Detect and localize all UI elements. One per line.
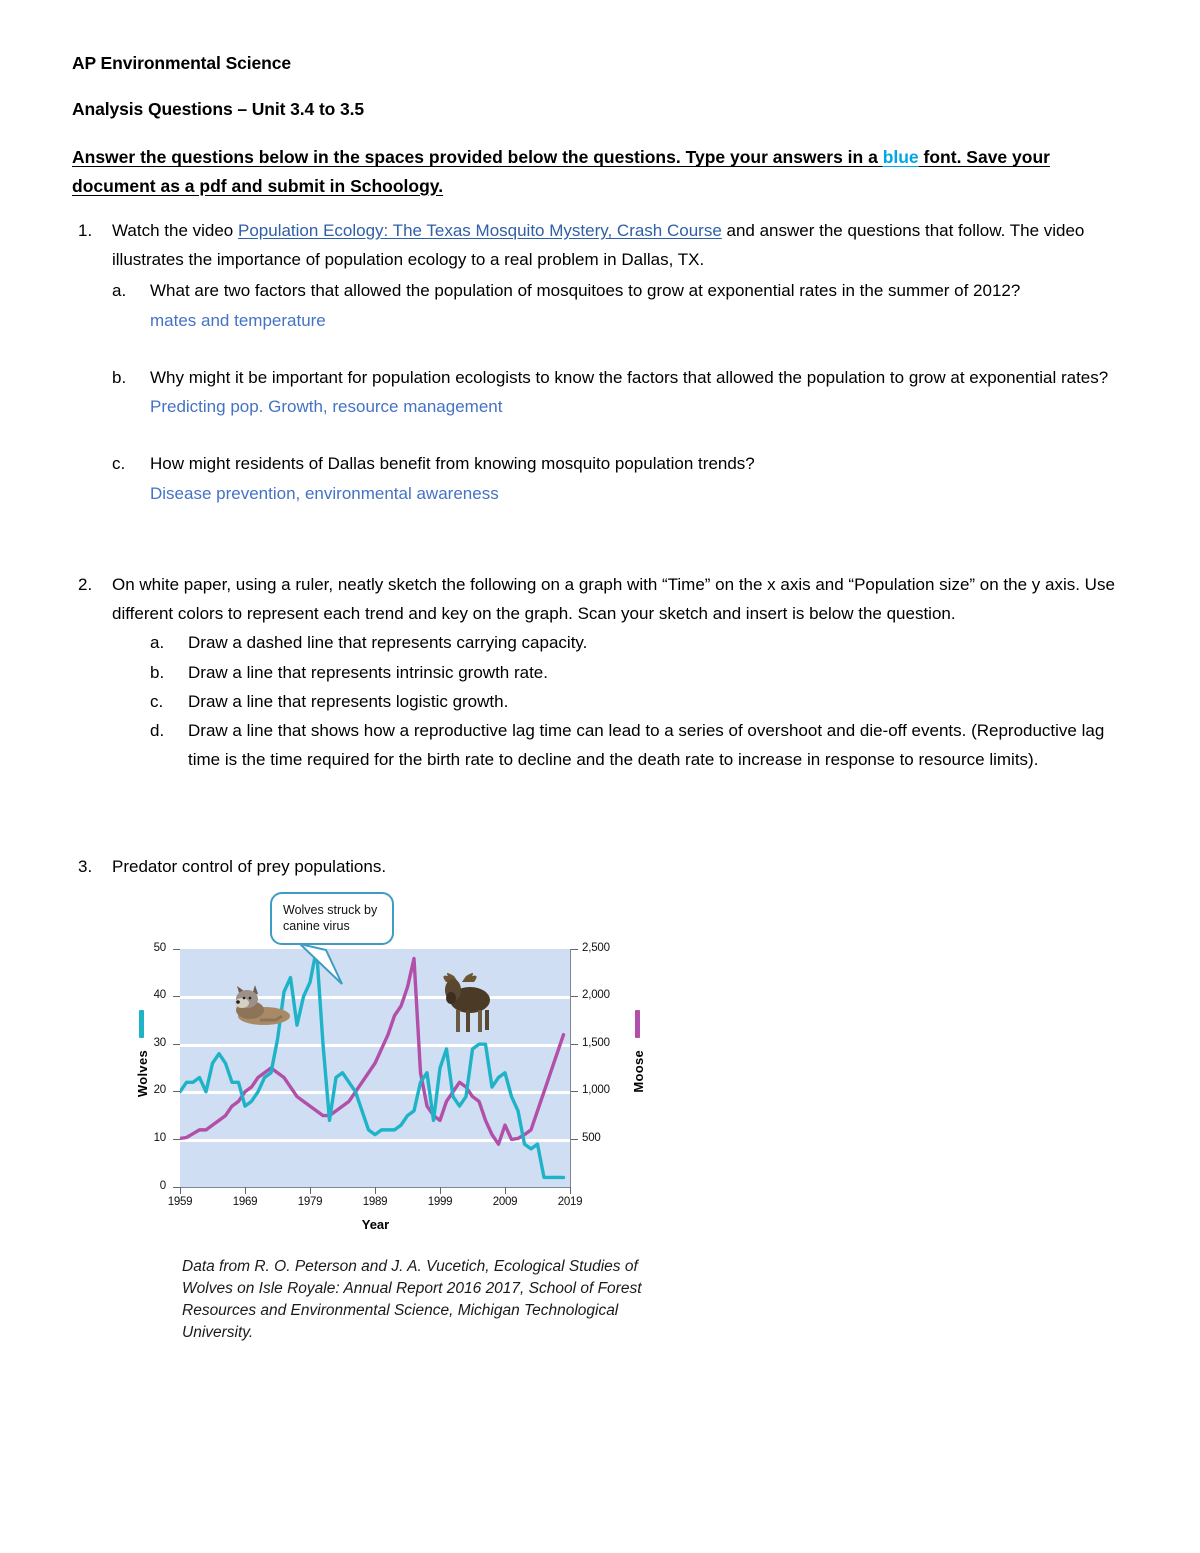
y-tick-left [173, 1091, 180, 1092]
question-1a-letter: a. [112, 281, 127, 301]
y-tick-right [571, 1091, 578, 1092]
isle-royale-figure [72, 882, 692, 1344]
question-2d-prompt: Draw a line that shows how a reproductive lag time can lead to a series of overshoot and die-off events. (Reproductive lag time is the time required for the birth rate to decline and the death rate to increase in response to resource limits). [188, 720, 1105, 770]
question-1b-prompt: Why might it be important for population ecologists to know the factors that allowed the population to grow at exponential rates? [150, 367, 1109, 387]
y-tick-left [173, 1187, 180, 1188]
y-label-left-0: 0 [159, 1179, 166, 1192]
y-axis-right [570, 949, 571, 1187]
x-tick [375, 1187, 376, 1194]
y-tick-left [173, 949, 180, 950]
y-tick-left [173, 1139, 180, 1140]
question-1b [112, 363, 1128, 421]
section-spacer [72, 774, 1128, 836]
wolves-axis-label: Wolves [135, 1049, 150, 1097]
question-1a-answer[interactable]: mates and temperature [150, 310, 326, 330]
question-2 [72, 570, 1128, 775]
question-1c-prompt: How might residents of Dallas benefit from knowing mosquito population trends? [150, 454, 755, 474]
x-label-2019: 2019 [557, 1195, 583, 1208]
question-1c-letter: c. [112, 454, 126, 474]
question-2a-prompt: Draw a dashed line that represents carrying capacity. [188, 633, 588, 653]
y-label-left-10: 10 [153, 1132, 166, 1145]
question-2d [150, 716, 1128, 774]
x-label-1979: 1979 [297, 1195, 323, 1208]
x-label-1959: 1959 [167, 1195, 193, 1208]
question-1-number: 1. [78, 220, 93, 240]
wolves-legend-swatch [139, 1010, 144, 1038]
callout-box [270, 892, 394, 945]
video-link[interactable]: Population Ecology: The Texas Mosquito Mystery, Crash Course [238, 220, 722, 240]
callout-text: Wolves struck by canine virus [283, 902, 378, 933]
question-1c [112, 449, 1128, 507]
question-list [72, 216, 1128, 882]
question-2c-prompt: Draw a line that represents logistic growth. [188, 691, 509, 711]
course-title: AP Environmental Science [72, 53, 292, 73]
question-1-text-after-link: and answer the questions that follow. The video illustrates the importance of population ecology to a real problem in Dallas, TX. [112, 220, 1085, 270]
x-label-1969: 1969 [232, 1195, 258, 1208]
y-tick-left [173, 996, 180, 997]
question-1c-answer[interactable]: Disease prevention, environmental awareness [150, 483, 499, 503]
x-tick [440, 1187, 441, 1194]
instructions-part2: font. Save your document as a pdf and submit in Schoology. [72, 147, 1050, 196]
x-tick [570, 1187, 571, 1194]
answer-spacer [112, 335, 1128, 361]
question-2-sublist [150, 628, 1128, 774]
question-2b [150, 658, 1128, 687]
x-tick [180, 1187, 181, 1194]
question-3 [72, 852, 1128, 881]
question-2b-prompt: Draw a line that represents intrinsic growth rate. [188, 662, 548, 682]
moose-legend-swatch [635, 1010, 640, 1038]
y-label-right-1000: 1,000 [582, 1084, 610, 1097]
x-tick [245, 1187, 246, 1194]
y-tick-left [173, 1044, 180, 1045]
question-3-text: Predator control of prey populations. [112, 857, 387, 877]
question-1-text-before-link: Watch the video [112, 220, 238, 240]
y-label-right-2000: 2,000 [582, 989, 610, 1002]
y-label-left-20: 20 [153, 1084, 166, 1097]
instructions-part1: Answer the questions below in the spaces provided below the questions. Type your answers in a [72, 147, 883, 168]
question-2c-letter: c. [150, 691, 164, 711]
question-2d-letter: d. [150, 720, 165, 740]
question-2-number: 2. [78, 574, 93, 594]
question-1-sublist [112, 276, 1128, 507]
question-2a [150, 628, 1128, 657]
x-label-1999: 1999 [427, 1195, 453, 1208]
y-tick-right [571, 949, 578, 950]
question-1a [112, 276, 1128, 334]
question-2a-letter: a. [150, 633, 165, 653]
moose-axis-label: Moose [631, 1049, 646, 1093]
figure-caption: Data from R. O. Peterson and J. A. Vucetich, Ecological Studies of Wolves on Isle Royale: Annual Report 2016 2017, School of Forest Resources and Environmental Science, Michigan Technological University. [182, 1257, 642, 1341]
question-1a-prompt: What are two factors that allowed the population of mosquitoes to grow at exponential rates in the summer of 2012? [150, 281, 1021, 301]
y-label-right-500: 500 [582, 1132, 601, 1145]
y-label-right-1500: 1,500 [582, 1036, 610, 1049]
question-1b-answer[interactable]: Predicting pop. Growth, resource management [150, 397, 503, 417]
y-tick-right [571, 1139, 578, 1140]
y-label-left-40: 40 [153, 989, 166, 1002]
x-axis-title: Year [361, 1216, 390, 1232]
question-3-number: 3. [78, 857, 93, 877]
question-2b-letter: b. [150, 662, 165, 682]
x-label-2009: 2009 [492, 1195, 518, 1208]
assignment-title: Analysis Questions – Unit 3.4 to 3.5 [72, 98, 365, 119]
y-tick-right [571, 1044, 578, 1045]
wolf-moose-chart [122, 882, 646, 1242]
section-spacer [72, 508, 1128, 554]
instructions-paragraph [72, 143, 1128, 200]
instructions-blue-word: blue [882, 147, 919, 168]
y-tick-right [571, 996, 578, 997]
question-1b-letter: b. [112, 367, 127, 387]
answer-spacer [112, 421, 1128, 447]
x-tick [310, 1187, 311, 1194]
question-1 [72, 216, 1128, 508]
y-label-left-50: 50 [153, 941, 166, 954]
question-2c [150, 687, 1128, 716]
x-label-1989: 1989 [362, 1195, 388, 1208]
y-label-right-2500: 2,500 [582, 941, 610, 954]
y-label-left-30: 30 [153, 1036, 166, 1049]
question-2-text: On white paper, using a ruler, neatly sketch the following on a graph with “Time” on the x axis and “Population size” on the y axis. Use different colors to represent each trend and key on the graph. Scan your sketch and insert is below the question. [112, 574, 1115, 624]
x-tick [505, 1187, 506, 1194]
